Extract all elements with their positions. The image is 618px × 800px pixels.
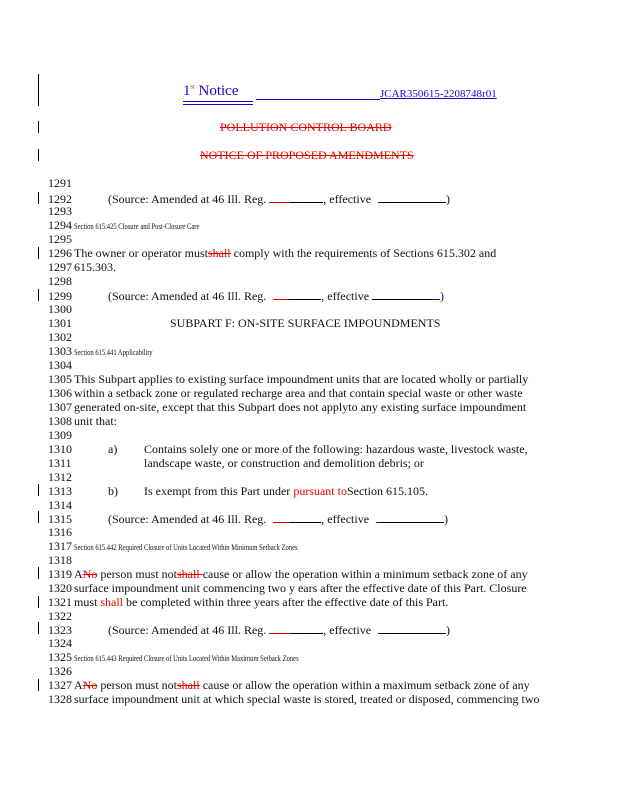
line-number: 1307 bbox=[48, 400, 72, 414]
line-1317 bbox=[48, 539, 347, 553]
line-number: 1322 bbox=[48, 609, 72, 623]
line-number: 1327 bbox=[48, 678, 72, 692]
line-1326 bbox=[48, 664, 74, 678]
line-number: 1303 bbox=[48, 344, 72, 358]
section-heading: Section 615.442 Required Closure of Units Located Within Minimum Setback Zones bbox=[74, 543, 298, 552]
line-number: 1325 bbox=[48, 650, 72, 664]
deleted-text: shall bbox=[177, 678, 200, 692]
line-number: 1313 bbox=[48, 484, 72, 498]
line-1306: 1306 within a setback zone or regulated recharge area and that contain special waste or other waste bbox=[48, 386, 523, 400]
line-1327: 1327 ANo person must notshall cause or allow the operation within a maximum setback zone of any bbox=[48, 678, 530, 692]
line-1292 bbox=[48, 191, 450, 205]
change-bar bbox=[38, 121, 39, 133]
section-heading: Section 615.441 Applicability bbox=[74, 348, 153, 357]
line-number: 1324 bbox=[48, 636, 72, 650]
line-number: 1308 bbox=[48, 414, 72, 428]
line-1316 bbox=[48, 525, 74, 539]
item-label: b) bbox=[108, 484, 118, 498]
line-1314 bbox=[48, 498, 74, 512]
notice-double-rule bbox=[183, 101, 253, 102]
section-heading: Section 615.443 Required Closure of Units Located Within Maximum Setback Zones bbox=[74, 654, 299, 663]
section-heading: Section 615.425 Closure and Post-Closure Care bbox=[74, 222, 200, 231]
line-1299 bbox=[48, 288, 444, 302]
line-number: 1304 bbox=[48, 358, 72, 372]
line-1308: 1308 unit that: bbox=[48, 414, 117, 428]
line-number: 1302 bbox=[48, 330, 72, 344]
line-number: 1320 bbox=[48, 581, 72, 595]
notice-header bbox=[183, 82, 239, 100]
line-number: 1314 bbox=[48, 498, 72, 512]
line-1313: 1313 b) Is exempt from this Part under pursuant toSection 615.105. bbox=[48, 484, 428, 498]
line-number: 1297 bbox=[48, 260, 72, 274]
line-number: 1300 bbox=[48, 302, 72, 316]
change-bar bbox=[38, 622, 39, 634]
agency-notice: NOTICE OF PROPOSED AMENDMENTS bbox=[200, 148, 414, 162]
change-bar bbox=[38, 511, 39, 523]
line-number: 1319 bbox=[48, 567, 72, 581]
line-1322 bbox=[48, 609, 74, 623]
line-1304 bbox=[48, 358, 74, 372]
line-1307: 1307 generated on-site, except that this Subpart does not applyto any existing surface impoundment bbox=[48, 400, 527, 414]
line-number: 1305 bbox=[48, 372, 72, 386]
line-number: 1316 bbox=[48, 525, 72, 539]
doc-code: JCAR350615-2208748r01 bbox=[380, 88, 497, 100]
line-1291 bbox=[48, 176, 74, 190]
line-1320: 1320 surface impoundment unit commencing two y ears after the effective date of this Part. Closure bbox=[48, 581, 527, 595]
change-bar bbox=[38, 74, 39, 106]
line-number: 1315 bbox=[48, 512, 72, 526]
line-number: 1310 bbox=[48, 442, 72, 456]
item-label: a) bbox=[108, 442, 118, 456]
line-number: 1291 bbox=[48, 176, 72, 190]
change-bar bbox=[38, 192, 39, 204]
change-bar bbox=[38, 596, 39, 608]
deleted-text: No bbox=[82, 678, 98, 692]
line-1297: 1297 615.303. bbox=[48, 260, 116, 274]
notice-number: 1 bbox=[183, 83, 191, 99]
source-note: (Source: Amended at 46 Ill. Reg. , effective ) bbox=[108, 623, 451, 637]
line-1296: 1296 The owner or operator mustshall comply with the requirements of Sections 615.302 and bbox=[48, 246, 497, 260]
line-1300 bbox=[48, 302, 74, 316]
notice-superscript: st bbox=[190, 84, 195, 91]
line-1298 bbox=[48, 274, 74, 288]
notice-word: Notice bbox=[198, 83, 239, 99]
line-number: 1293 bbox=[48, 204, 72, 218]
subpart-heading: SUBPART F: ON-SITE SURFACE IMPOUNDMENTS bbox=[170, 316, 441, 330]
inserted-text: pursuant to bbox=[293, 484, 347, 498]
change-bar bbox=[38, 289, 39, 301]
line-number: 1321 bbox=[48, 595, 72, 609]
line-1324 bbox=[48, 636, 74, 650]
line-number: 1299 bbox=[48, 289, 72, 303]
line-1294 bbox=[48, 218, 227, 232]
line-number: 1309 bbox=[48, 428, 72, 442]
change-bar bbox=[38, 247, 39, 259]
line-number: 1323 bbox=[48, 623, 72, 637]
line-1293 bbox=[48, 204, 74, 218]
line-1310: 1310 a) Contains solely one or more of the following: hazardous waste, livestock waste, bbox=[48, 442, 528, 456]
line-1319: 1319 ANo person must notshall cause or allow the operation within a minimum setback zone of any bbox=[48, 567, 528, 581]
deleted-text: No bbox=[82, 567, 98, 581]
line-1315 bbox=[48, 511, 448, 525]
line-number: 1318 bbox=[48, 553, 72, 567]
notice-underline bbox=[256, 99, 380, 100]
change-bar bbox=[38, 567, 39, 579]
change-bar bbox=[38, 484, 39, 496]
change-bar bbox=[38, 679, 39, 691]
deleted-text: shall bbox=[177, 567, 203, 581]
line-number: 1296 bbox=[48, 246, 72, 260]
line-1301 bbox=[48, 316, 440, 330]
change-bar bbox=[38, 149, 39, 161]
line-number: 1317 bbox=[48, 539, 72, 553]
line-1305: 1305 This Subpart applies to existing surface impoundment units that are located wholly or partially bbox=[48, 372, 529, 386]
line-number: 1292 bbox=[48, 192, 72, 206]
inserted-text: shall bbox=[97, 595, 124, 609]
line-number: 1295 bbox=[48, 232, 72, 246]
line-1295 bbox=[48, 232, 74, 246]
line-1323 bbox=[48, 622, 450, 636]
line-1312 bbox=[48, 470, 74, 484]
line-number: 1326 bbox=[48, 664, 72, 678]
line-number: 1328 bbox=[48, 692, 72, 706]
line-number: 1311 bbox=[48, 456, 72, 470]
line-1318 bbox=[48, 553, 74, 567]
line-1309 bbox=[48, 428, 74, 442]
source-note: (Source: Amended at 46 Ill. Reg. , effective ) bbox=[108, 289, 445, 303]
deleted-text: shall bbox=[207, 246, 231, 260]
line-1311: 1311 landscape waste, or construction and demolition debris; or bbox=[48, 456, 424, 470]
line-1325 bbox=[48, 650, 348, 664]
source-note: (Source: Amended at 46 Ill. Reg. , effective ) bbox=[108, 512, 449, 526]
line-number: 1306 bbox=[48, 386, 72, 400]
line-number: 1301 bbox=[48, 316, 72, 330]
line-1321: 1321 must shall be completed within three years after the effective date of this Part. bbox=[48, 595, 449, 609]
line-number: 1298 bbox=[48, 274, 72, 288]
line-number: 1312 bbox=[48, 470, 72, 484]
line-number: 1294 bbox=[48, 218, 72, 232]
notice-double-rule bbox=[183, 104, 253, 105]
agency-name: POLLUTION CONTROL BOARD bbox=[220, 120, 392, 134]
line-1328: 1328 surface impoundment unit at which special waste is stored, treated or disposed, commencing two bbox=[48, 692, 540, 706]
line-1303 bbox=[48, 344, 170, 358]
line-1302 bbox=[48, 330, 74, 344]
source-note: (Source: Amended at 46 Ill. Reg. , effective ) bbox=[108, 192, 451, 206]
